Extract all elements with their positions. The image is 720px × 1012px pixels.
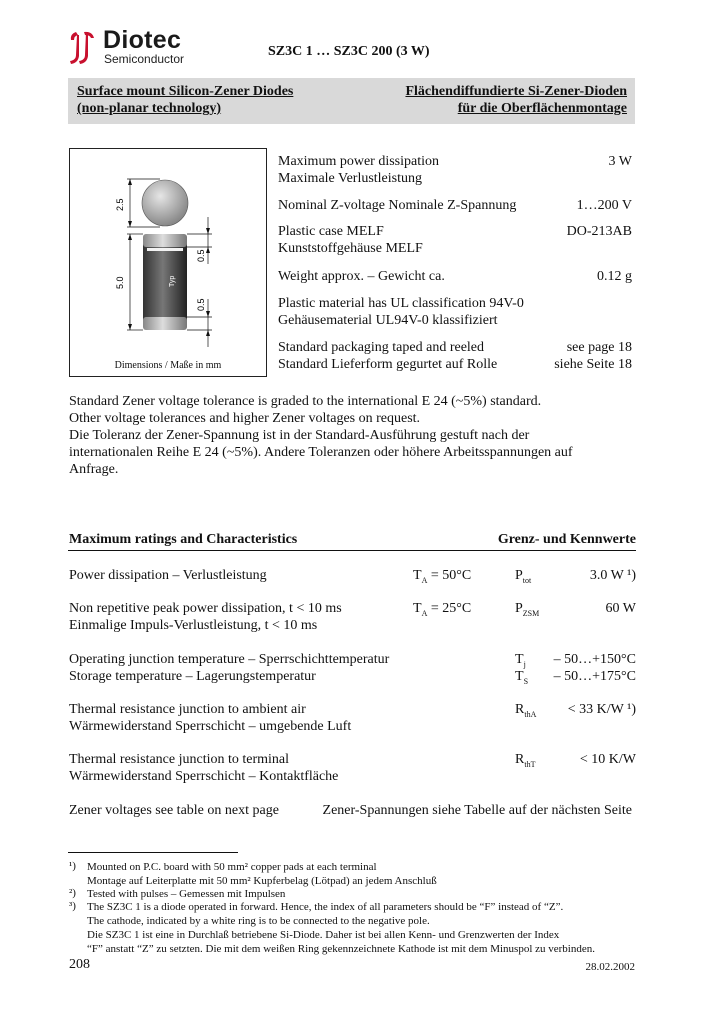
rating-row-rtht-label-de: Wärmewiderstand Sperrschicht – Kontaktfläche [69,769,339,784]
melf-end-view [142,180,188,226]
brand-name: Diotec [103,26,182,54]
spec-power-value: 3 W [608,154,632,169]
diotec-logo-icon [66,30,98,66]
footnote-3-line-4: “F” anstatt “Z” zu setzten. Die mit dem weißen Ring gekennzeichnete Kathode ist mit dem Minuspol zu verbinden. [87,943,595,955]
figure-caption: Dimensions / Maße in mm [114,360,222,371]
rating-row-rtha-symbol: $R_{thA}$ [515,702,537,719]
spec-case-label-de: Kunststoffgehäuse MELF [278,241,423,256]
rating-row-power-value: 3.0 W ¹) [589,568,636,583]
package-dimension-figure [69,148,267,377]
spec-case-label-en: Plastic case MELF [278,224,384,239]
rating-row-ts-symbol: $T_S$ [515,669,529,686]
melf-cap-top [143,234,187,247]
rating-row-ts-value: – 50…+175°C [553,669,636,684]
spec-packaging-value-en: see page 18 [566,340,632,355]
footnote-divider [68,852,238,853]
spec-packaging-label-en: Standard packaging taped and reeled [278,340,485,355]
rating-row-peak-label-en: Non repetitive peak power dissipation, t < 10 ms [69,601,342,616]
footnote-1-mark: ¹) [69,860,76,872]
spec-weight-value: 0.12 g [597,269,632,284]
tolerance-line-4: internationalen Reihe E 24 (~5%). Andere Toleranzen oder höhere Arbeitsspannungen auf [69,445,573,460]
cathode-ring [147,248,183,251]
footnote-1-line-2: Montage auf Leiterplatte mit 50 mm² Kupferbelag (Lötpad) an jedem Anschluß [87,875,437,887]
ratings-divider [68,550,636,551]
rating-row-peak-label-de: Einmalige Impuls-Verlustleistung, t < 10 ms [69,618,318,633]
zener-note-de: Zener-Spannungen siehe Tabelle auf der nächsten Seite [322,803,632,818]
footnote-3-line-1: The SZ3C 1 is a diode operated in forward. Hence, the index of all parameters should be “F” instead of “Z”. [87,901,564,913]
spec-zvoltage-label: Nominal Z-voltage Nominale Z-Spannung [278,198,517,213]
footnote-3-line-2: The cathode, indicated by a white ring is to be connected to the negative pole. [87,915,430,927]
spec-packaging-value-de: siehe Seite 18 [554,357,632,372]
document-date: 28.02.2002 [585,961,635,973]
tolerance-line-3: Die Toleranz der Zener-Spannung ist in der Standard-Ausführung gestuft nach der [69,428,530,443]
spec-power-label-de: Maximale Verlustleistung [278,171,422,186]
footnote-3-line-3: Die SZ3C 1 ist eine in Durchlaß betriebene Si-Diode. Daher ist bei allen Kenn- und Grenzwerten der Index [87,929,560,941]
tolerance-line-1: Standard Zener voltage tolerance is graded to the international E 24 (~5%) standard. [69,394,542,409]
spec-case-value: DO-213AB [566,224,632,239]
spec-packaging-label-de: Standard Lieferform gegurtet auf Rolle [278,357,498,372]
rating-row-rtht-value: < 10 K/W [579,752,636,767]
rating-row-power-label: Power dissipation – Verlustleistung [69,568,267,583]
zener-note-en: Zener voltages see table on next page [69,803,279,818]
melf-body [143,239,187,329]
melf-package-drawing [70,149,266,354]
brand-subtitle: Semiconductor [104,52,185,66]
melf-cap-bottom [143,317,187,330]
rating-row-peak-condition: $T_A = 25^\circ C$ [413,601,472,618]
rating-row-tj-label: Operating junction temperature – Sperrschichttemperatur [69,652,390,667]
rating-row-rtha-label-en: Thermal resistance junction to ambient air [69,702,306,717]
tolerance-line-2: Other voltage tolerances and higher Zener voltages on request. [69,411,421,426]
banner-left-line2: (non-planar technology) [77,101,222,116]
banner-left-line1: Surface mount Silicon-Zener Diodes [77,84,294,99]
rating-row-tj-symbol: $T_j$ [515,652,526,669]
footnote-3-mark: ³) [69,900,76,912]
type-label: Typ [169,275,176,287]
spec-zvoltage-value: 1…200 V [576,198,632,213]
footnote-2-mark: ²) [69,887,76,899]
document-title: SZ3C 1 … SZ3C 200 (3 W) [268,44,430,59]
dim-cap-bottom: 0.5 [196,298,206,311]
spec-ul-label-en: Plastic material has UL classification 94V-0 [278,296,524,311]
footnote-1-line-1: Mounted on P.C. board with 50 mm² copper pads at each terminal [87,861,377,873]
page-number: 208 [69,957,90,972]
rating-row-rtha-value: < 33 K/W ¹) [567,702,636,717]
spec-weight-label: Weight approx. – Gewicht ca. [278,269,445,284]
spec-power-label-en: Maximum power dissipation [278,154,439,169]
ratings-title-en: Maximum ratings and Characteristics [69,532,298,547]
rating-row-power-symbol: $P_{tot}$ [515,568,532,585]
rating-row-power-condition: $T_A = 50^\circ C$ [413,568,472,585]
dim-length-body: 5.0 [115,276,125,289]
banner-right-line2: für die Oberflächenmontage [457,101,627,116]
footnote-2-line-1: Tested with pulses – Gemessen mit Impulsen [87,888,286,900]
rating-row-tj-value: – 50…+150°C [553,652,636,667]
dim-cap-top: 0.5 [196,249,206,262]
rating-row-peak-symbol: $P_{ZSM}$ [515,601,540,618]
spec-ul-label-de: Gehäusematerial UL94V-0 klassifiziert [278,313,498,328]
rating-row-ts-label: Storage temperature – Lagerungstemperatur [69,669,316,684]
rating-row-rtha-label-de: Wärmewiderstand Sperrschicht – umgebende Luft [69,719,352,734]
rating-row-peak-value: 60 W [605,601,636,616]
rating-row-rtht-symbol: $R_{thT}$ [515,752,536,769]
rating-row-rtht-label-en: Thermal resistance junction to terminal [69,752,290,767]
banner-right-line1: Flächendiffundierte Si-Zener-Dioden [405,84,627,99]
dim-height-ball: 2.5 [115,198,125,211]
tolerance-line-5: Anfrage. [69,462,119,477]
ratings-title-de: Grenz- und Kennwerte [497,532,636,547]
title-banner [68,78,635,124]
